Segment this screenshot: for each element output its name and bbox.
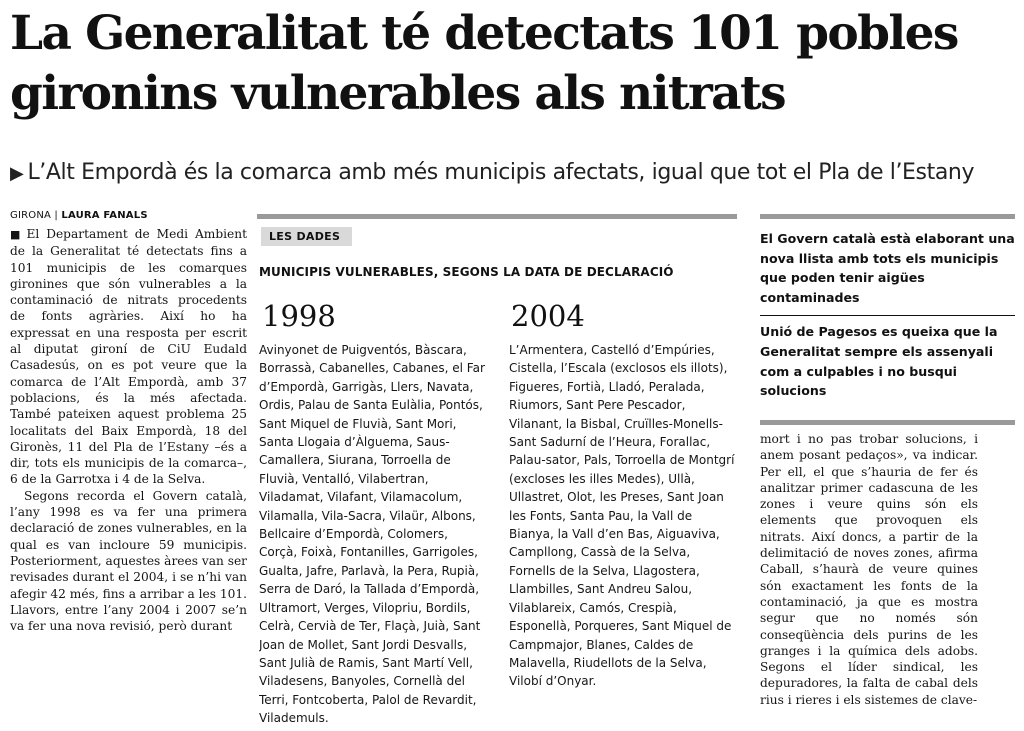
byline-place: GIRONA | (10, 210, 62, 221)
sidebar-divider (760, 420, 1015, 425)
article-body-right (760, 431, 978, 724)
towns-list-2004: L’Armentera, Castelló d’Empúries, Cistella, l’Escala (exclosos els illots), Figueres, Fortià, Lladó, Peralada, Riumors, Sant Pere Pescador, Vilanant, la Bisbal, Cruïlles-Monells-Sant Sadurní de l’Heura, Forallac, Palau-sator, Pals, Torroella de Montgrí (excloses les illes Medes), Ullà, Ullastret, Olot, les Preses, Sant Joan les Fonts, Santa Pau, la Vall de Bianya, la Vall d’en Bas, Aiguaviva, Campllong, Cassà de la Selva, Fornells de la Selva, Llagostera, Llambilles, Sant Andreu Salou, Vilablareix, Camós, Crespià, Esponellà, Porqueres, Sant Miquel de Campmajor, Blanes, Caldes de Malavella, Riudellots de la Selva, Vilobí d’Onyar. (509, 343, 735, 689)
article-paragraph: Segons recorda el Govern català, l’any 1998 es va fer una primera declaració de zones vulnerables, en la qual es van incloure 59 municipis. Posteriorment, aquestes àrees van ser revisades durant el 2004, i se n’hi van afegir 42 més, fins a arribar a les 101. Llavors, entre l’any 2004 i 2007 se’n va fer una nova revisió, però durant (10, 488, 247, 634)
subheadline (10, 156, 1014, 191)
paragraph-text: El Departament de Medi Ambient de la Generalitat té detectats fins a 101 municipis de les comarques gironines que són vulnerables a la contaminació de nitrats procedents de fonts agràries. Així ho ha expressat en una resposta per escrit al diputat gironí de CiU Eudald Casadesús, on es pot veure que la comarca de l’Alt Empordà, amb 37 poblacions, és la més afectada. També pateixen aquest problema 25 localitats del Baix Empordà, 18 del Gironès, 11 del Pla de l’Estany –és a dir, tots els municipis de la comarca–, 6 de la Garrotxa i 4 de la Selva. (10, 227, 247, 487)
data-box (257, 214, 737, 729)
pull-quote-1: El Govern català està elaborant una nova llista amb tots els municipis que poden tenir aigües contaminades (760, 231, 1015, 305)
sidebar-pull-quotes (760, 214, 1015, 407)
square-bullet-icon: ■ (10, 228, 24, 241)
article-paragraph (10, 226, 247, 488)
subheadline-text: L’Alt Empordà és la comarca amb més municipis afectats, igual que tot el Pla de l’Estany (27, 160, 975, 185)
pull-quote-2: Unió de Pagesos es queixa que la Generalitat sempre els assenyali com a culpables i no busqui solucions (760, 315, 1015, 406)
article-paragraph: mort i no pas trobar solucions, i anem posant pedaços», va indicar. Per ell, el que s’hauria de fer és analitzar primer cadascuna de les zones i veure quins són els elements que provoquen els nitrats. Així doncs, a partir de la delimitació de noves zones, afirma Caball, s’haurà de veure quines són exactament les fonts de la contaminació, ja que es mostra segur que no només són conseqüència dels purins de les granges i la química dels adobs. Segons el líder sindical, les depuradores, la falta de cabal dels rius i rieres i els sistemes de clave- (760, 432, 978, 707)
triangle-bullet-icon: ▶ (10, 163, 24, 184)
byline-author: LAURA FANALS (61, 210, 148, 221)
towns-list-1998: Avinyonet de Puigventós, Bàscara, Borrassà, Cabanelles, Cabanes, el Far d’Empordà, Garrigàs, Llers, Navata, Ordis, Palau de Santa Eulàlia, Pontós, Sant Miquel de Fluvià, Sant Mori, Santa Llogaia d’Àlguema, Saus-Camallera, Siurana, Torroella de Fluvià, Ventalló, Vilabertran, Viladamat, Vilafant, Vilamacolum, Vilamalla, Vila-Sacra, Vilaür, Albons, Bellcaire d’Empordà, Colomers, Corçà, Foixà, Fontanilles, Garrigoles, Gualta, Jafre, Parlavà, la Pera, Rupià, Serra de Daró, la Tallada d’Empordà, Ultramort, Verges, Vilopriu, Bordils, Celrà, Cervià de Ter, Flaçà, Juià, Sant Joan de Mollet, Sant Jordi Desvalls, Sant Julià de Ramis, Sant Martí Vell, Viladesens, Banyoles, Cornellà del Terri, Fontcoberta, Palol de Revardit, Vilademuls. (259, 343, 485, 726)
article-body-left (10, 226, 247, 724)
byline (10, 210, 148, 221)
box-subtitle: MUNICIPIS VULNERABLES, SEGONS LA DATA DE DECLARACIÓ (259, 265, 674, 279)
year-2004-heading: 2004 (511, 299, 585, 333)
headline: La Generalitat té detectats 101 pobles gironins vulnerables als nitrats (10, 6, 958, 121)
year-1998-heading: 1998 (262, 299, 336, 333)
box-label: LES DADES (261, 227, 352, 246)
